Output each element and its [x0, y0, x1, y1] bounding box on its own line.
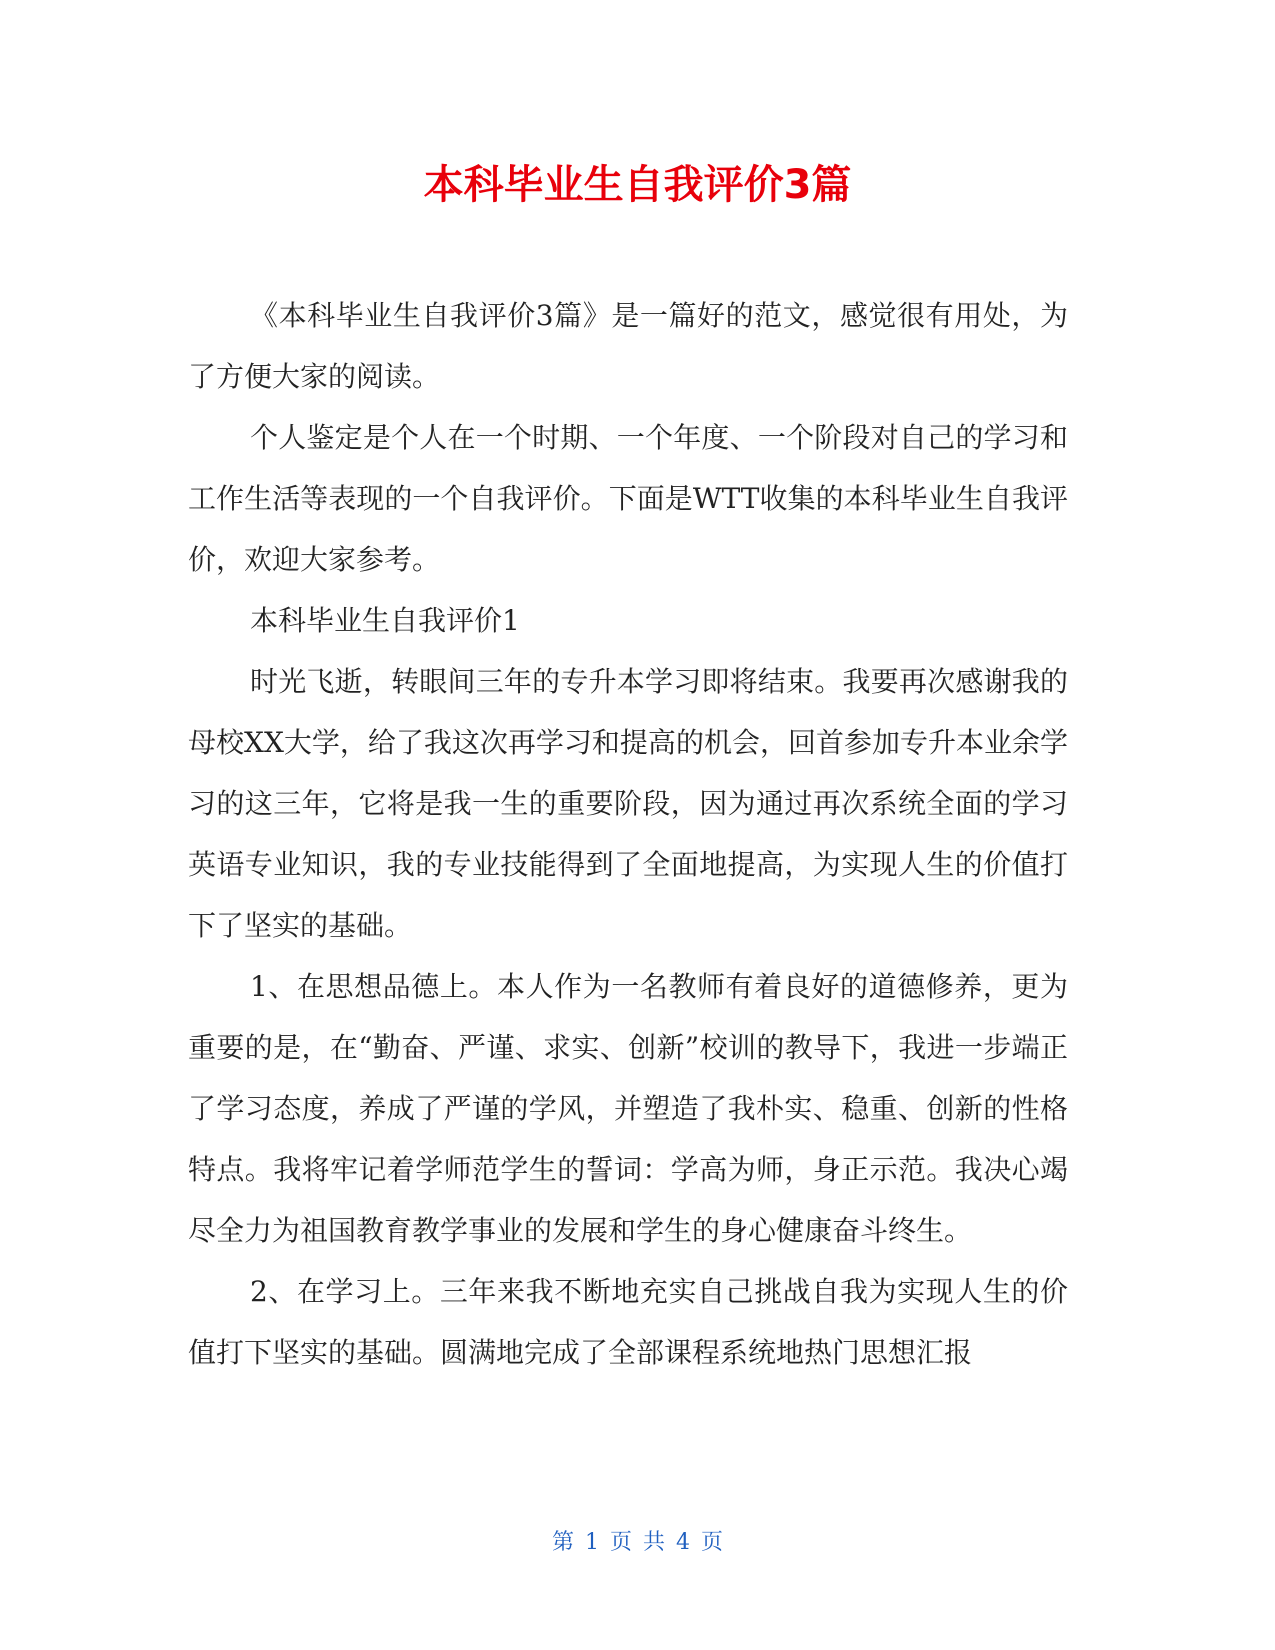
document-title: 本科毕业生自我评价3篇: [423, 162, 852, 208]
page-number: 第 1 页 共 4 页: [552, 1530, 723, 1555]
body-paragraph: 时光飞逝，转眼间三年的专升本学习即将结束。我要再次感谢我的母校XX大学，给了我这次再学习和提高的机会，回首参加专升本业余学习的这三年，它将是我一生的重要阶段，因为通过再次系统全面的学习英语专业知识，我的专业技能得到了全面地提高，为实现人生的价值打下了坚实的基础。: [188, 665, 1068, 942]
intro-paragraph: 《本科毕业生自我评价3篇》是一篇好的范文，感觉很有用处，为了方便大家的阅读。: [188, 299, 1068, 393]
document-body: [188, 285, 1068, 1383]
body-paragraph: 1、在思想品德上。本人作为一名教师有着良好的道德修养，更为重要的是，在“勤奋、严谨、求实、创新”校训的教导下，我进一步端正了学习态度，养成了严谨的学风，并塑造了我朴实、稳重、创新的性格特点。我将牢记着学师范学生的誓词：学高为师，身正示范。我决心竭尽全力为祖国教育教学事业的发展和学生的身心健康奋斗终生。: [188, 970, 1068, 1247]
section-heading: 本科毕业生自我评价1: [250, 604, 520, 637]
definition-paragraph: 个人鉴定是个人在一个时期、一个年度、一个阶段对自己的学习和工作生活等表现的一个自我评价。下面是WTT收集的本科毕业生自我评价，欢迎大家参考。: [188, 421, 1068, 576]
body-paragraph: 2、在学习上。三年来我不断地充实自己挑战自我为实现人生的价值打下坚实的基础。圆满地完成了全部课程系统地热门思想汇报: [188, 1275, 1068, 1369]
